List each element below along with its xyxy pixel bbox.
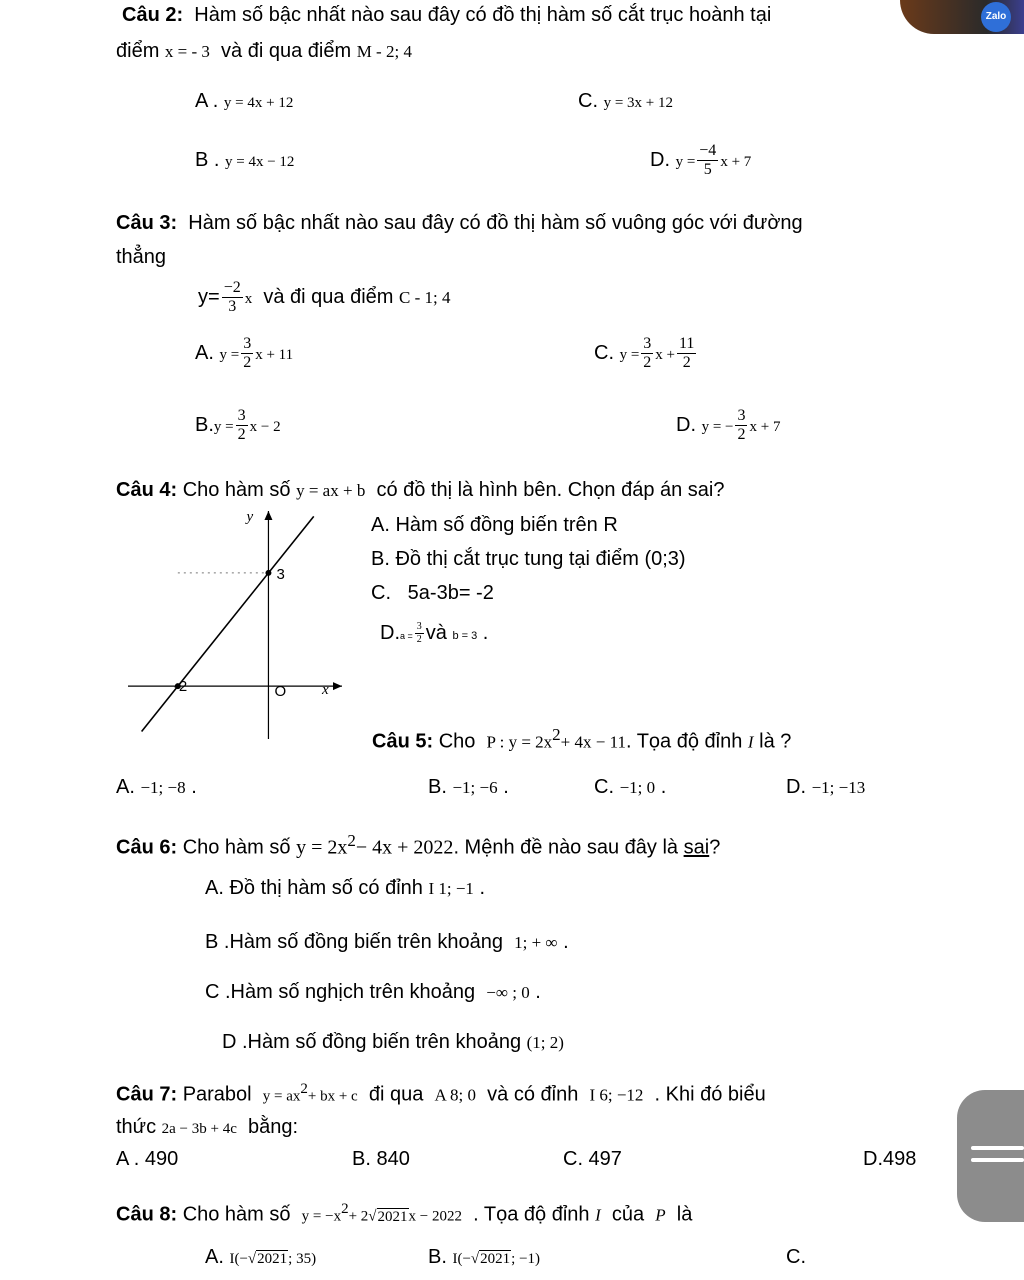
q7-option-c: C. 497 bbox=[563, 1148, 622, 1170]
fraction: $\frac{-4}{5}$ bbox=[699, 142, 717, 179]
q8-option-b: B. I(−√2021; −1) bbox=[428, 1246, 541, 1268]
origin-label: O bbox=[274, 683, 287, 701]
q3-line3: y= $\frac{-2}{3}$ x và đi qua điểm C - 1; 4 bbox=[198, 279, 451, 316]
q2-line2: điểm x = - 3 và đi qua điểm M - 2; 4 bbox=[116, 40, 412, 62]
q6-option-d: D .Hàm số đồng biến trên khoảng (1; 2) bbox=[222, 1031, 564, 1053]
q4-option-b: B. Đồ thị cắt trục tung tại điểm (0;3) bbox=[371, 548, 686, 570]
scroll-handle[interactable] bbox=[957, 1090, 1024, 1222]
q7-question: Câu 7: Parabol $y = ax^2+$ bx + c đi qua A 8; 0 và có đỉnh I 6; −12 . Khi đó biểu bbox=[116, 1081, 766, 1106]
q2-option-d: D. y = $\frac{-4}{5}$ x + 7 bbox=[650, 142, 752, 179]
y-axis-arrow bbox=[264, 511, 272, 520]
y-axis-label: y bbox=[246, 509, 254, 525]
q5-question: Câu 5: Cho P : $y = 2x^2+ 4x - 11$. Tọa độ đỉnh I là ? bbox=[372, 725, 792, 753]
function-line bbox=[142, 516, 314, 731]
q3-option-d: D. y = − $\frac{3}{2}$ x + 7 bbox=[676, 407, 781, 444]
q7-option-d: D.498 bbox=[863, 1148, 917, 1170]
x-axis-label: x bbox=[322, 682, 329, 699]
zalo-icon[interactable]: Zalo bbox=[981, 2, 1011, 32]
intercept-label: -2 bbox=[173, 678, 188, 696]
q8-question: Câu 8: Cho hàm số $y = -x^2+ 2√2021x - 2022$ . Tọa độ đỉnh I của P là bbox=[116, 1201, 693, 1226]
q6-option-c: C .Hàm số nghịch trên khoảng −∞ ; 0 . bbox=[205, 981, 541, 1003]
q3-line1: Câu 3: Hàm số bậc nhất nào sau đây có đồ thị hàm số vuông góc với đường bbox=[116, 212, 803, 234]
q3-option-a: A. y = $\frac{3}{2}$ x + 11 bbox=[195, 335, 294, 372]
q5-option-d: D. −1; −13 bbox=[786, 776, 866, 798]
q2-line1: Câu 2: Hàm số bậc nhất nào sau đây có đồ thị hàm số cắt trục hoành tại bbox=[122, 4, 772, 26]
q6-option-b: B .Hàm số đồng biến trên khoảng 1; + ∞ . bbox=[205, 931, 569, 953]
q4-question: Câu 4: Cho hàm số y = ax + b có đồ thị là hình bên. Chọn đáp án sai? bbox=[116, 479, 725, 501]
q4-option-d: D.a = $\frac{3}{2}$ và b = 3 . bbox=[380, 621, 489, 646]
q8-option-a: A. I(−√2021; 35) bbox=[205, 1246, 317, 1268]
q4-option-c: C. 5a-3b= -2 bbox=[371, 582, 494, 604]
x-axis-arrow bbox=[333, 682, 342, 690]
q4-option-a: A. Hàm số đồng biến trên R bbox=[371, 514, 618, 536]
grip-line bbox=[971, 1158, 1024, 1162]
q4-graph bbox=[128, 505, 350, 739]
q2-option-a: A . y = 4x + 12 bbox=[195, 90, 294, 112]
q8-option-c: C. bbox=[786, 1246, 806, 1268]
q2-option-b: B . y = 4x − 12 bbox=[195, 149, 295, 171]
q5-option-b: B. −1; −6 . bbox=[428, 776, 509, 798]
grip-line bbox=[971, 1146, 1024, 1150]
fraction: $\frac{-2}{3}$ bbox=[223, 279, 241, 316]
q7-line2: thức 2a − 3b + 4c bằng: bbox=[116, 1116, 299, 1138]
q6-option-a: A. Đồ thị hàm số có đỉnh I 1; −1 . bbox=[205, 877, 486, 899]
q2-option-c: C. y = 3x + 12 bbox=[578, 90, 673, 112]
q7-option-a: A . 490 bbox=[116, 1148, 179, 1170]
q5-option-c: C. −1; 0 . bbox=[594, 776, 667, 798]
q3-option-c: C. y = $\frac{3}{2}$ x + $\frac{11}{2}$ bbox=[594, 335, 695, 372]
q5-option-a: A. −1; −8 . bbox=[116, 776, 197, 798]
q6-question: Câu 6: Cho hàm số $y = 2x^2- 4x + 2022$. Mệnh đề nào sau đây là sai? bbox=[116, 831, 721, 859]
q3-line2: thẳng bbox=[116, 246, 167, 268]
intercept-point bbox=[265, 570, 271, 576]
q7-option-b: B. 840 bbox=[352, 1148, 410, 1170]
q3-option-b: B.y = $\frac{3}{2}$ x − 2 bbox=[195, 407, 281, 444]
intercept-label: 3 bbox=[276, 565, 285, 583]
